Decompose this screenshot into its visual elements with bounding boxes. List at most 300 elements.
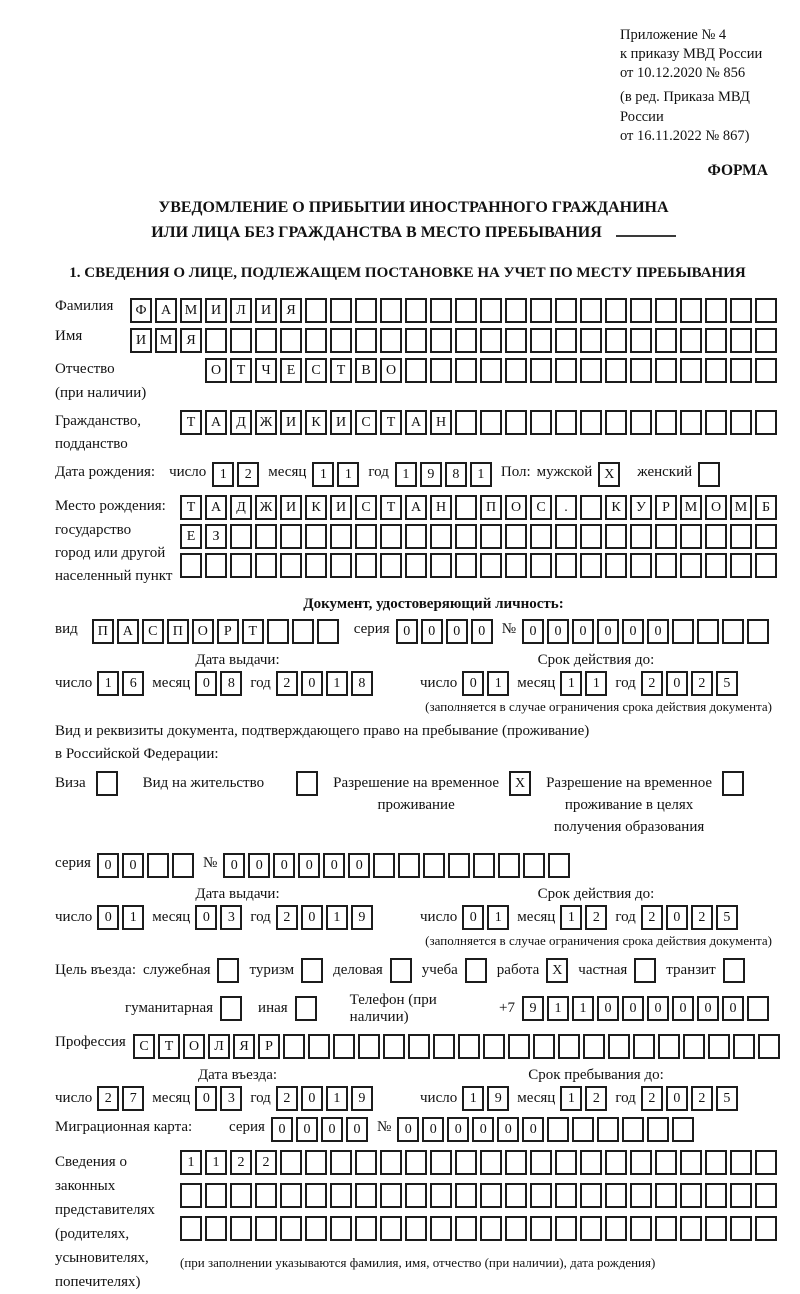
- form-cell[interactable]: [555, 298, 577, 323]
- form-cell[interactable]: 5: [716, 671, 738, 696]
- form-cell[interactable]: [205, 553, 227, 578]
- form-cell[interactable]: [755, 1150, 777, 1175]
- form-cell[interactable]: [380, 1150, 402, 1175]
- form-cell[interactable]: [255, 1216, 277, 1241]
- form-cell[interactable]: [180, 553, 202, 578]
- form-cell[interactable]: [680, 1183, 702, 1208]
- form-cell[interactable]: [547, 1117, 569, 1142]
- form-cell[interactable]: [280, 524, 302, 549]
- form-cell[interactable]: [508, 1034, 530, 1059]
- form-cell[interactable]: [530, 298, 552, 323]
- form-cell[interactable]: [705, 1150, 727, 1175]
- form-cell[interactable]: 1: [547, 996, 569, 1021]
- form-cell[interactable]: [430, 553, 452, 578]
- form-cell[interactable]: 0: [597, 619, 619, 644]
- form-cell[interactable]: 2: [691, 905, 713, 930]
- form-cell[interactable]: [647, 1117, 669, 1142]
- form-cell[interactable]: Д: [230, 495, 252, 520]
- form-cell[interactable]: 2: [691, 671, 713, 696]
- form-cell[interactable]: [583, 1034, 605, 1059]
- form-cell[interactable]: [680, 1150, 702, 1175]
- form-cell[interactable]: А: [205, 410, 227, 435]
- form-cell[interactable]: С: [133, 1034, 155, 1059]
- form-cell[interactable]: 0: [522, 619, 544, 644]
- form-cell[interactable]: [555, 358, 577, 383]
- form-cell[interactable]: [505, 358, 527, 383]
- form-cell[interactable]: [317, 619, 339, 644]
- form-cell[interactable]: [230, 1183, 252, 1208]
- form-cell[interactable]: [555, 410, 577, 435]
- form-cell[interactable]: [680, 410, 702, 435]
- form-cell[interactable]: О: [380, 358, 402, 383]
- form-cell[interactable]: [730, 328, 752, 353]
- form-cell[interactable]: 3: [220, 1086, 242, 1111]
- form-cell[interactable]: [205, 1183, 227, 1208]
- form-cell[interactable]: .: [555, 495, 577, 520]
- form-cell[interactable]: [655, 524, 677, 549]
- form-cell[interactable]: У: [630, 495, 652, 520]
- form-cell[interactable]: 9: [420, 462, 442, 487]
- form-cell[interactable]: 1: [560, 671, 582, 696]
- form-cell[interactable]: [580, 495, 602, 520]
- form-cell[interactable]: 0: [273, 853, 295, 878]
- form-cell[interactable]: [295, 996, 317, 1021]
- form-cell[interactable]: [655, 1150, 677, 1175]
- form-cell[interactable]: [580, 524, 602, 549]
- form-cell[interactable]: [505, 1183, 527, 1208]
- form-cell[interactable]: [405, 524, 427, 549]
- form-cell[interactable]: [405, 1150, 427, 1175]
- form-cell[interactable]: 0: [223, 853, 245, 878]
- form-cell[interactable]: [355, 1183, 377, 1208]
- form-cell[interactable]: [305, 1150, 327, 1175]
- form-cell[interactable]: [634, 958, 656, 983]
- form-cell[interactable]: 0: [396, 619, 418, 644]
- form-cell[interactable]: [430, 358, 452, 383]
- form-cell[interactable]: [730, 524, 752, 549]
- form-cell[interactable]: 0: [697, 996, 719, 1021]
- form-cell[interactable]: [405, 328, 427, 353]
- form-cell[interactable]: И: [330, 495, 352, 520]
- form-cell[interactable]: 1: [122, 905, 144, 930]
- form-cell[interactable]: [305, 1216, 327, 1241]
- form-cell[interactable]: 0: [296, 1117, 318, 1142]
- form-cell[interactable]: 2: [585, 1086, 607, 1111]
- form-cell[interactable]: Я: [233, 1034, 255, 1059]
- form-cell[interactable]: Ж: [255, 495, 277, 520]
- form-cell[interactable]: 0: [397, 1117, 419, 1142]
- form-cell[interactable]: 1: [487, 905, 509, 930]
- form-cell[interactable]: 1: [487, 671, 509, 696]
- form-cell[interactable]: [355, 1216, 377, 1241]
- form-cell[interactable]: 0: [472, 1117, 494, 1142]
- form-cell[interactable]: [555, 524, 577, 549]
- form-cell[interactable]: 2: [276, 671, 298, 696]
- form-cell[interactable]: [220, 996, 242, 1021]
- form-cell[interactable]: [480, 553, 502, 578]
- form-cell[interactable]: [755, 1216, 777, 1241]
- form-cell[interactable]: О: [192, 619, 214, 644]
- form-cell[interactable]: [430, 298, 452, 323]
- form-cell[interactable]: 0: [722, 996, 744, 1021]
- form-cell[interactable]: [380, 298, 402, 323]
- form-cell[interactable]: 2: [691, 1086, 713, 1111]
- form-cell[interactable]: 1: [585, 671, 607, 696]
- form-cell[interactable]: [430, 328, 452, 353]
- form-cell[interactable]: [555, 1150, 577, 1175]
- form-cell[interactable]: 0: [248, 853, 270, 878]
- form-cell[interactable]: X: [509, 771, 531, 796]
- form-cell[interactable]: 2: [255, 1150, 277, 1175]
- form-cell[interactable]: 0: [462, 671, 484, 696]
- form-cell[interactable]: 8: [351, 671, 373, 696]
- form-cell[interactable]: [480, 524, 502, 549]
- form-cell[interactable]: [230, 553, 252, 578]
- form-cell[interactable]: [455, 1183, 477, 1208]
- form-cell[interactable]: [480, 410, 502, 435]
- form-cell[interactable]: [283, 1034, 305, 1059]
- form-cell[interactable]: [733, 1034, 755, 1059]
- form-cell[interactable]: К: [605, 495, 627, 520]
- form-cell[interactable]: 1: [326, 1086, 348, 1111]
- form-cell[interactable]: [705, 1216, 727, 1241]
- form-cell[interactable]: [358, 1034, 380, 1059]
- form-cell[interactable]: [555, 1183, 577, 1208]
- form-cell[interactable]: [205, 328, 227, 353]
- form-cell[interactable]: [305, 328, 327, 353]
- form-cell[interactable]: 0: [301, 671, 323, 696]
- form-cell[interactable]: [280, 553, 302, 578]
- form-cell[interactable]: [698, 462, 720, 487]
- form-cell[interactable]: [180, 1216, 202, 1241]
- form-cell[interactable]: 0: [323, 853, 345, 878]
- form-cell[interactable]: [333, 1034, 355, 1059]
- form-cell[interactable]: 0: [122, 853, 144, 878]
- form-cell[interactable]: [330, 1183, 352, 1208]
- form-cell[interactable]: А: [117, 619, 139, 644]
- form-cell[interactable]: [530, 328, 552, 353]
- form-cell[interactable]: [705, 358, 727, 383]
- form-cell[interactable]: 1: [312, 462, 334, 487]
- form-cell[interactable]: [280, 328, 302, 353]
- form-cell[interactable]: [580, 553, 602, 578]
- form-cell[interactable]: [280, 1150, 302, 1175]
- form-cell[interactable]: 1: [337, 462, 359, 487]
- form-cell[interactable]: [180, 1183, 202, 1208]
- form-cell[interactable]: С: [530, 495, 552, 520]
- form-cell[interactable]: [630, 298, 652, 323]
- form-cell[interactable]: 1: [395, 462, 417, 487]
- form-cell[interactable]: 2: [230, 1150, 252, 1175]
- form-cell[interactable]: 0: [348, 853, 370, 878]
- form-cell[interactable]: [755, 410, 777, 435]
- form-cell[interactable]: [672, 1117, 694, 1142]
- form-cell[interactable]: 0: [522, 1117, 544, 1142]
- form-cell[interactable]: М: [730, 495, 752, 520]
- form-cell[interactable]: [680, 553, 702, 578]
- form-cell[interactable]: 0: [666, 1086, 688, 1111]
- form-cell[interactable]: А: [155, 298, 177, 323]
- form-cell[interactable]: [405, 1183, 427, 1208]
- form-cell[interactable]: [630, 328, 652, 353]
- form-cell[interactable]: [705, 1183, 727, 1208]
- form-cell[interactable]: [705, 410, 727, 435]
- form-cell[interactable]: [355, 1150, 377, 1175]
- form-cell[interactable]: [747, 619, 769, 644]
- form-cell[interactable]: [630, 553, 652, 578]
- form-cell[interactable]: 6: [122, 671, 144, 696]
- form-cell[interactable]: З: [205, 524, 227, 549]
- form-cell[interactable]: 0: [672, 996, 694, 1021]
- form-cell[interactable]: [305, 553, 327, 578]
- form-cell[interactable]: [605, 298, 627, 323]
- form-cell[interactable]: [730, 1183, 752, 1208]
- form-cell[interactable]: 0: [301, 905, 323, 930]
- form-cell[interactable]: [355, 328, 377, 353]
- form-cell[interactable]: 0: [321, 1117, 343, 1142]
- form-cell[interactable]: [630, 524, 652, 549]
- form-cell[interactable]: [255, 1183, 277, 1208]
- form-cell[interactable]: [483, 1034, 505, 1059]
- form-cell[interactable]: [498, 853, 520, 878]
- form-cell[interactable]: 1: [205, 1150, 227, 1175]
- form-cell[interactable]: [430, 1183, 452, 1208]
- form-cell[interactable]: [755, 298, 777, 323]
- form-cell[interactable]: [330, 1216, 352, 1241]
- form-cell[interactable]: [408, 1034, 430, 1059]
- form-cell[interactable]: Р: [258, 1034, 280, 1059]
- form-cell[interactable]: 1: [572, 996, 594, 1021]
- form-cell[interactable]: [755, 524, 777, 549]
- form-cell[interactable]: [558, 1034, 580, 1059]
- form-cell[interactable]: 0: [447, 1117, 469, 1142]
- form-cell[interactable]: [530, 553, 552, 578]
- form-cell[interactable]: [680, 298, 702, 323]
- form-cell[interactable]: Р: [217, 619, 239, 644]
- form-cell[interactable]: 0: [298, 853, 320, 878]
- form-cell[interactable]: [280, 1183, 302, 1208]
- form-cell[interactable]: [423, 853, 445, 878]
- form-cell[interactable]: [217, 958, 239, 983]
- form-cell[interactable]: [523, 853, 545, 878]
- form-cell[interactable]: [730, 358, 752, 383]
- form-cell[interactable]: [680, 524, 702, 549]
- form-cell[interactable]: 1: [326, 905, 348, 930]
- form-cell[interactable]: 0: [195, 1086, 217, 1111]
- form-cell[interactable]: Р: [655, 495, 677, 520]
- form-cell[interactable]: А: [405, 410, 427, 435]
- form-cell[interactable]: 1: [560, 905, 582, 930]
- form-cell[interactable]: Т: [242, 619, 264, 644]
- form-cell[interactable]: 0: [462, 905, 484, 930]
- form-cell[interactable]: И: [205, 298, 227, 323]
- form-cell[interactable]: [480, 1150, 502, 1175]
- form-cell[interactable]: Т: [330, 358, 352, 383]
- form-cell[interactable]: [747, 996, 769, 1021]
- form-cell[interactable]: [580, 410, 602, 435]
- form-cell[interactable]: 0: [446, 619, 468, 644]
- form-cell[interactable]: [605, 524, 627, 549]
- form-cell[interactable]: 0: [271, 1117, 293, 1142]
- form-cell[interactable]: Б: [755, 495, 777, 520]
- form-cell[interactable]: [455, 1216, 477, 1241]
- form-cell[interactable]: [390, 958, 412, 983]
- form-cell[interactable]: 0: [666, 905, 688, 930]
- form-cell[interactable]: [755, 1183, 777, 1208]
- form-cell[interactable]: Н: [430, 495, 452, 520]
- form-cell[interactable]: 3: [220, 905, 242, 930]
- form-cell[interactable]: И: [330, 410, 352, 435]
- form-cell[interactable]: 1: [212, 462, 234, 487]
- form-cell[interactable]: [330, 298, 352, 323]
- form-cell[interactable]: [458, 1034, 480, 1059]
- form-cell[interactable]: [580, 358, 602, 383]
- form-cell[interactable]: [448, 853, 470, 878]
- form-cell[interactable]: С: [305, 358, 327, 383]
- form-cell[interactable]: 0: [195, 671, 217, 696]
- form-cell[interactable]: [355, 553, 377, 578]
- form-cell[interactable]: 2: [237, 462, 259, 487]
- form-cell[interactable]: [723, 958, 745, 983]
- form-cell[interactable]: [722, 771, 744, 796]
- form-cell[interactable]: [96, 771, 118, 796]
- form-cell[interactable]: [480, 1183, 502, 1208]
- form-cell[interactable]: Т: [380, 495, 402, 520]
- form-cell[interactable]: 9: [522, 996, 544, 1021]
- form-cell[interactable]: Я: [180, 328, 202, 353]
- form-cell[interactable]: [708, 1034, 730, 1059]
- form-cell[interactable]: [355, 524, 377, 549]
- form-cell[interactable]: [230, 328, 252, 353]
- form-cell[interactable]: С: [355, 410, 377, 435]
- form-cell[interactable]: [373, 853, 395, 878]
- form-cell[interactable]: [605, 1216, 627, 1241]
- form-cell[interactable]: [530, 1150, 552, 1175]
- form-cell[interactable]: 0: [597, 996, 619, 1021]
- form-cell[interactable]: [555, 553, 577, 578]
- form-cell[interactable]: И: [130, 328, 152, 353]
- form-cell[interactable]: 0: [497, 1117, 519, 1142]
- form-cell[interactable]: 0: [666, 671, 688, 696]
- form-cell[interactable]: [383, 1034, 405, 1059]
- form-cell[interactable]: [605, 358, 627, 383]
- form-cell[interactable]: [730, 553, 752, 578]
- form-cell[interactable]: [530, 1216, 552, 1241]
- form-cell[interactable]: [505, 1150, 527, 1175]
- form-cell[interactable]: [147, 853, 169, 878]
- form-cell[interactable]: [330, 1150, 352, 1175]
- form-cell[interactable]: 2: [641, 905, 663, 930]
- form-cell[interactable]: [505, 298, 527, 323]
- form-cell[interactable]: [658, 1034, 680, 1059]
- form-cell[interactable]: А: [205, 495, 227, 520]
- form-cell[interactable]: 0: [301, 1086, 323, 1111]
- form-cell[interactable]: К: [305, 410, 327, 435]
- form-cell[interactable]: [655, 410, 677, 435]
- form-cell[interactable]: Е: [280, 358, 302, 383]
- form-cell[interactable]: 9: [487, 1086, 509, 1111]
- form-cell[interactable]: 0: [647, 996, 669, 1021]
- form-cell[interactable]: [680, 358, 702, 383]
- form-cell[interactable]: [705, 524, 727, 549]
- form-cell[interactable]: 0: [647, 619, 669, 644]
- form-cell[interactable]: [755, 328, 777, 353]
- form-cell[interactable]: [730, 298, 752, 323]
- form-cell[interactable]: [730, 1216, 752, 1241]
- form-cell[interactable]: [722, 619, 744, 644]
- form-cell[interactable]: Т: [230, 358, 252, 383]
- form-cell[interactable]: [533, 1034, 555, 1059]
- form-cell[interactable]: О: [205, 358, 227, 383]
- form-cell[interactable]: [755, 553, 777, 578]
- form-cell[interactable]: И: [280, 495, 302, 520]
- form-cell[interactable]: [680, 328, 702, 353]
- form-cell[interactable]: 0: [97, 905, 119, 930]
- form-cell[interactable]: 8: [220, 671, 242, 696]
- form-cell[interactable]: [301, 958, 323, 983]
- form-cell[interactable]: [380, 524, 402, 549]
- form-cell[interactable]: [267, 619, 289, 644]
- form-cell[interactable]: Л: [230, 298, 252, 323]
- form-cell[interactable]: О: [505, 495, 527, 520]
- form-cell[interactable]: 2: [276, 1086, 298, 1111]
- form-cell[interactable]: [655, 358, 677, 383]
- form-cell[interactable]: [305, 298, 327, 323]
- form-cell[interactable]: [630, 1216, 652, 1241]
- form-cell[interactable]: [473, 853, 495, 878]
- form-cell[interactable]: [255, 553, 277, 578]
- form-cell[interactable]: [730, 1150, 752, 1175]
- form-cell[interactable]: 0: [547, 619, 569, 644]
- form-cell[interactable]: [580, 298, 602, 323]
- form-cell[interactable]: [480, 1216, 502, 1241]
- form-cell[interactable]: П: [480, 495, 502, 520]
- form-cell[interactable]: [430, 1216, 452, 1241]
- form-cell[interactable]: [505, 553, 527, 578]
- form-cell[interactable]: [330, 328, 352, 353]
- form-cell[interactable]: Т: [380, 410, 402, 435]
- form-cell[interactable]: 8: [445, 462, 467, 487]
- form-cell[interactable]: [405, 358, 427, 383]
- form-cell[interactable]: [605, 1150, 627, 1175]
- form-cell[interactable]: [230, 1216, 252, 1241]
- form-cell[interactable]: [655, 1183, 677, 1208]
- form-cell[interactable]: П: [92, 619, 114, 644]
- form-cell[interactable]: [255, 328, 277, 353]
- form-cell[interactable]: [292, 619, 314, 644]
- form-cell[interactable]: 0: [471, 619, 493, 644]
- form-cell[interactable]: [505, 410, 527, 435]
- form-cell[interactable]: X: [546, 958, 568, 983]
- form-cell[interactable]: 0: [622, 619, 644, 644]
- form-cell[interactable]: [697, 619, 719, 644]
- form-cell[interactable]: Т: [180, 410, 202, 435]
- form-cell[interactable]: [405, 298, 427, 323]
- form-cell[interactable]: [605, 328, 627, 353]
- form-cell[interactable]: [405, 553, 427, 578]
- form-cell[interactable]: [630, 358, 652, 383]
- form-cell[interactable]: [230, 524, 252, 549]
- form-cell[interactable]: [380, 1183, 402, 1208]
- form-cell[interactable]: [655, 298, 677, 323]
- form-cell[interactable]: [172, 853, 194, 878]
- form-cell[interactable]: И: [255, 298, 277, 323]
- form-cell[interactable]: [655, 1216, 677, 1241]
- form-cell[interactable]: 2: [585, 905, 607, 930]
- form-cell[interactable]: 1: [97, 671, 119, 696]
- form-cell[interactable]: И: [280, 410, 302, 435]
- form-cell[interactable]: [705, 298, 727, 323]
